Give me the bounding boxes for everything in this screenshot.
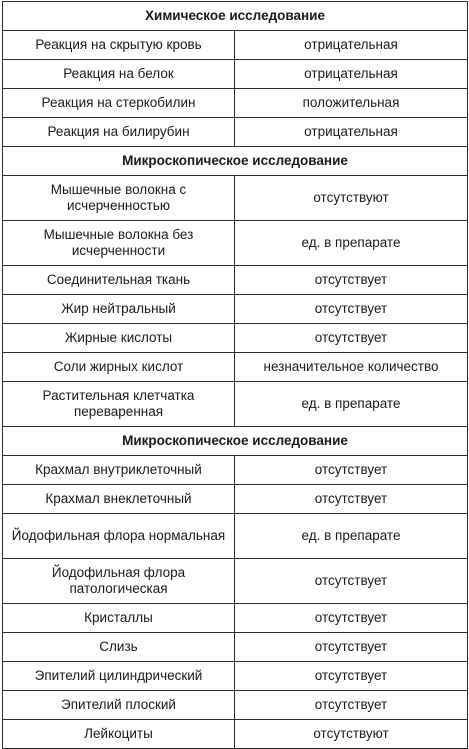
section-title: Микроскопическое исследование <box>3 147 468 176</box>
result-cell: отрицательная <box>235 118 468 147</box>
table-row <box>3 118 468 147</box>
table-row <box>3 353 468 382</box>
table-row <box>3 691 468 720</box>
section-header-row <box>3 147 468 176</box>
result-cell: отсутствует <box>235 295 468 324</box>
result-cell: отсутствуют <box>235 720 468 749</box>
table-row <box>3 382 468 427</box>
table-row <box>3 662 468 691</box>
section-header-row <box>3 427 468 456</box>
result-cell: отрицательная <box>235 31 468 60</box>
parameter-cell: Реакция на скрытую кровь <box>3 31 235 60</box>
result-cell: ед. в препарате <box>235 221 468 266</box>
result-cell: отсутствует <box>235 559 468 604</box>
result-cell: положительная <box>235 89 468 118</box>
parameter-cell: Соединительная ткань <box>3 266 235 295</box>
result-cell: отсутствует <box>235 324 468 353</box>
parameter-cell: Крахмал внеклеточный <box>3 485 235 514</box>
table-row <box>3 266 468 295</box>
result-cell: отсутствует <box>235 604 468 633</box>
parameter-cell: Лейкоциты <box>3 720 235 749</box>
table-row <box>3 31 468 60</box>
parameter-cell: Жир нейтральный <box>3 295 235 324</box>
parameter-cell: Йодофильная флора нормальная <box>3 514 235 559</box>
parameter-cell: Реакция на стеркобилин <box>3 89 235 118</box>
parameter-cell: Эпителий плоский <box>3 691 235 720</box>
result-cell: отрицательная <box>235 60 468 89</box>
parameter-cell: Слизь <box>3 633 235 662</box>
table-row <box>3 60 468 89</box>
parameter-cell: Йодофильная флора патологическая <box>3 559 235 604</box>
result-cell: ед. в препарате <box>235 382 468 427</box>
parameter-cell: Соли жирных кислот <box>3 353 235 382</box>
results-table <box>2 1 468 749</box>
result-cell: ед. в препарате <box>235 514 468 559</box>
parameter-cell: Растительная клетчатка переваренная <box>3 382 235 427</box>
parameter-cell: Кристаллы <box>3 604 235 633</box>
table-row <box>3 720 468 749</box>
table-row <box>3 514 468 559</box>
result-cell: отсутствует <box>235 662 468 691</box>
section-header-row <box>3 2 468 31</box>
table-row <box>3 324 468 353</box>
parameter-cell: Реакция на билирубин <box>3 118 235 147</box>
table-row <box>3 295 468 324</box>
result-cell: отсутствует <box>235 633 468 662</box>
result-cell: отсутствует <box>235 456 468 485</box>
table-row <box>3 456 468 485</box>
parameter-cell: Мышечные волокна без исчерченности <box>3 221 235 266</box>
result-cell: незначительное количество <box>235 353 468 382</box>
result-cell: отсутствует <box>235 485 468 514</box>
result-cell: отсутствует <box>235 266 468 295</box>
section-title: Микроскопическое исследование <box>3 427 468 456</box>
result-cell: отсутствуют <box>235 176 468 221</box>
table-row <box>3 485 468 514</box>
parameter-cell: Крахмал внутриклеточный <box>3 456 235 485</box>
table-row <box>3 559 468 604</box>
parameter-cell: Эпителий цилиндрический <box>3 662 235 691</box>
section-title: Химическое исследование <box>3 2 468 31</box>
result-cell: отсутствует <box>235 691 468 720</box>
table-row <box>3 604 468 633</box>
table-row <box>3 221 468 266</box>
parameter-cell: Реакция на белок <box>3 60 235 89</box>
parameter-cell: Жирные кислоты <box>3 324 235 353</box>
parameter-cell: Мышечные волокна с исчерченностью <box>3 176 235 221</box>
table-row <box>3 89 468 118</box>
table-row <box>3 633 468 662</box>
table-row <box>3 176 468 221</box>
